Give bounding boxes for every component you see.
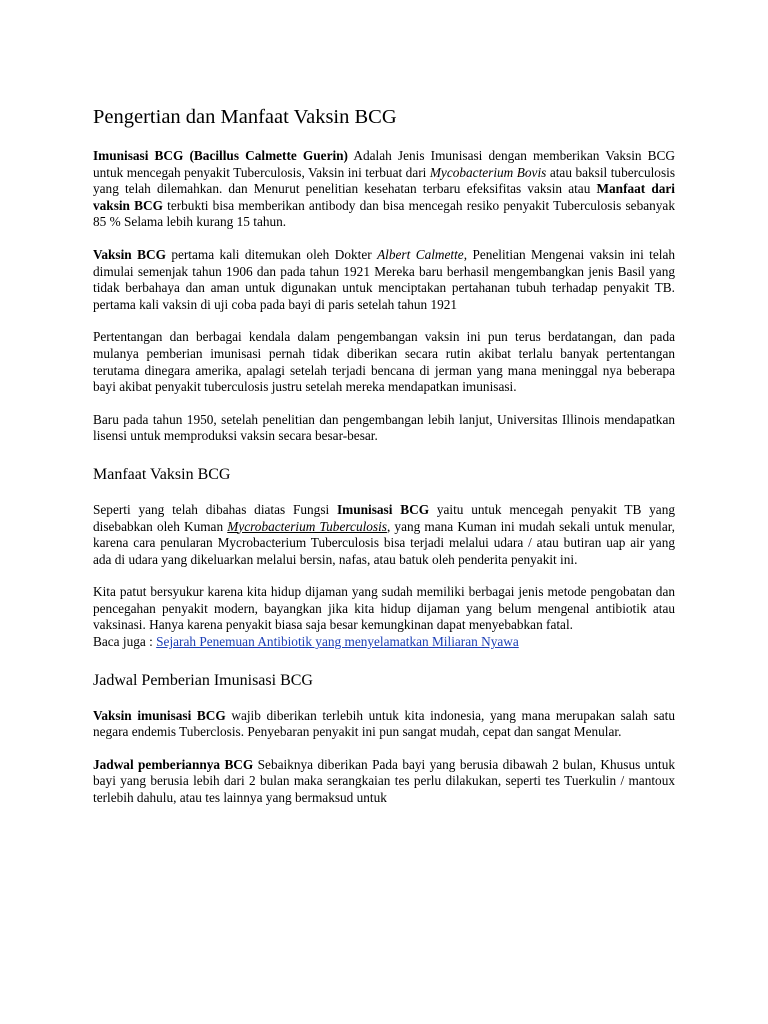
jadwal-lead-1: Vaksin imunisasi BCG xyxy=(93,707,226,723)
paragraph-history xyxy=(93,247,675,313)
history-lead: Vaksin BCG xyxy=(93,246,166,262)
paragraph-license: Baru pada tahun 1950, setelah penelitian dan pengembangan lebih lanjut, Universitas Illinois mendapatkan lisensi untuk memproduksi vaksin secara besar-besar. xyxy=(93,411,675,444)
manfaat-text-1: Seperti yang telah dibahas diatas Fungsi xyxy=(93,501,337,517)
paragraph-jadwal-1 xyxy=(93,708,675,741)
jadwal-lead-2: Jadwal pemberiannya BCG xyxy=(93,756,254,772)
history-text-2: , Penelitian Mengenai vaksin ini telah dimulai semenjak tahun 1906 dan pada tahun 1921 Mereka baru berhasil mengembangkan jenis Basil yang tidak berbahaya dan aman untuk digunakan untuk menciptakan pertahanan tubuh terhadap penyakit TB. pertama kali vaksin di uji coba pada bayi di paris setelah tahun 1921 xyxy=(93,246,676,312)
paragraph-conflict: Pertentangan dan berbagai kendala dalam pengembangan vaksin ini pun terus berdatangan, dan pada mulanya pemberian imunisasi pernah tidak diberikan secara rutin akibat terlalu banyak pertentangan terutama dinegara amerika, apalagi setelah terjadi bencana di jerman yang mana meninggal nya beberapa bayi akibat penyakit tuberculosis justru setelah mereka mendapatkan imunisasi. xyxy=(93,329,675,395)
intro-italic-term: Mycobacterium Bovis xyxy=(429,164,547,180)
jadwal-text-2: Sebaiknya diberikan Pada bayi yang berusia dibawah 2 bulan, Khusus untuk bayi yang berusia lebih dari 2 bulan maka serangkaian tes perlu dilakukan, seperti tes Tuerkulin / mantoux terlebih dahulu, atau tes lainnya yang bermaksud untuk xyxy=(93,756,675,806)
jadwal-text-1: wajib diberikan terlebih untuk kita indonesia, yang mana merupakan salah satu negara endemis Tuberclosis. Penyebaran penyakit ini pun sangat mudah, cepat dan sangat Menular. xyxy=(93,707,675,740)
manfaat-underlined-term: Mycrobacterium Tuberculosis xyxy=(227,518,387,534)
paragraph-manfaat-2: Kita patut bersyukur karena kita hidup dijaman yang sudah memiliki berbagai jenis metode pengobatan dan pencegahan penyakit modern, bayangkan jika kita hidup dijaman yang belum mengenal antibiotik atau vaksinasi. Hanya karena penyakit biasa saja besar kemungkinan dapat menyebabkan fatal. xyxy=(93,584,675,633)
intro-lead: Imunisasi BCG (Bacillus Calmette Guerin) xyxy=(93,148,348,163)
history-italic-name: Albert Calmette xyxy=(377,246,464,262)
intro-bold-term: Manfaat dari vaksin BCG xyxy=(93,181,676,213)
intro-text-2: atau baksil tuberculosis yang telah dilemahkan. dan Menurut penelitian kesehatan terbaru efeksifitas vaksin atau xyxy=(93,164,675,197)
read-also-label: Baca juga : xyxy=(93,634,157,650)
history-text-1: pertama kali ditemukan oleh Dokter xyxy=(165,246,378,262)
heading-jadwal: Jadwal Pemberian Imunisasi BCG xyxy=(93,671,313,689)
intro-text-3: terbukti bisa memberikan antibody dan bisa mencegah resiko penyakit Tuberculosis sebanyak 85 % Selama lebih kurang 15 tahun. xyxy=(93,197,675,230)
paragraph-intro xyxy=(93,148,675,231)
article-body xyxy=(93,104,675,823)
manfaat-text-3: , yang mana Kuman ini mudah sekali untuk menular, karena cara penularan Mycrobacterium Tuberculosis bisa terjadi melalui udara / atau butiran uap air yang ada di udara yang dikeluarkan melalui bersin, nafas, atau batuk oleh penderita penyakit ini. xyxy=(93,518,676,567)
heading-manfaat: Manfaat Vaksin BCG xyxy=(93,465,231,483)
page-title: Pengertian dan Manfaat Vaksin BCG xyxy=(93,106,397,128)
read-also-line xyxy=(93,634,675,651)
paragraph-manfaat-1 xyxy=(93,502,675,568)
manfaat-bold-term: Imunisasi BCG xyxy=(337,501,430,517)
read-also-link[interactable]: Sejarah Penemuan Antibiotik yang menyelamatkan Miliaran Nyawa xyxy=(156,634,519,650)
intro-text-1: Adalah Jenis Imunisasi dengan memberikan Vaksin BCG untuk mencegah penyakit Tuberculosis, Vaksin ini terbuat dari xyxy=(93,148,676,180)
paragraph-jadwal-2 xyxy=(93,757,675,807)
manfaat-text-2: yaitu untuk mencegah penyakit TB yang disebabkan oleh Kuman xyxy=(93,501,675,534)
